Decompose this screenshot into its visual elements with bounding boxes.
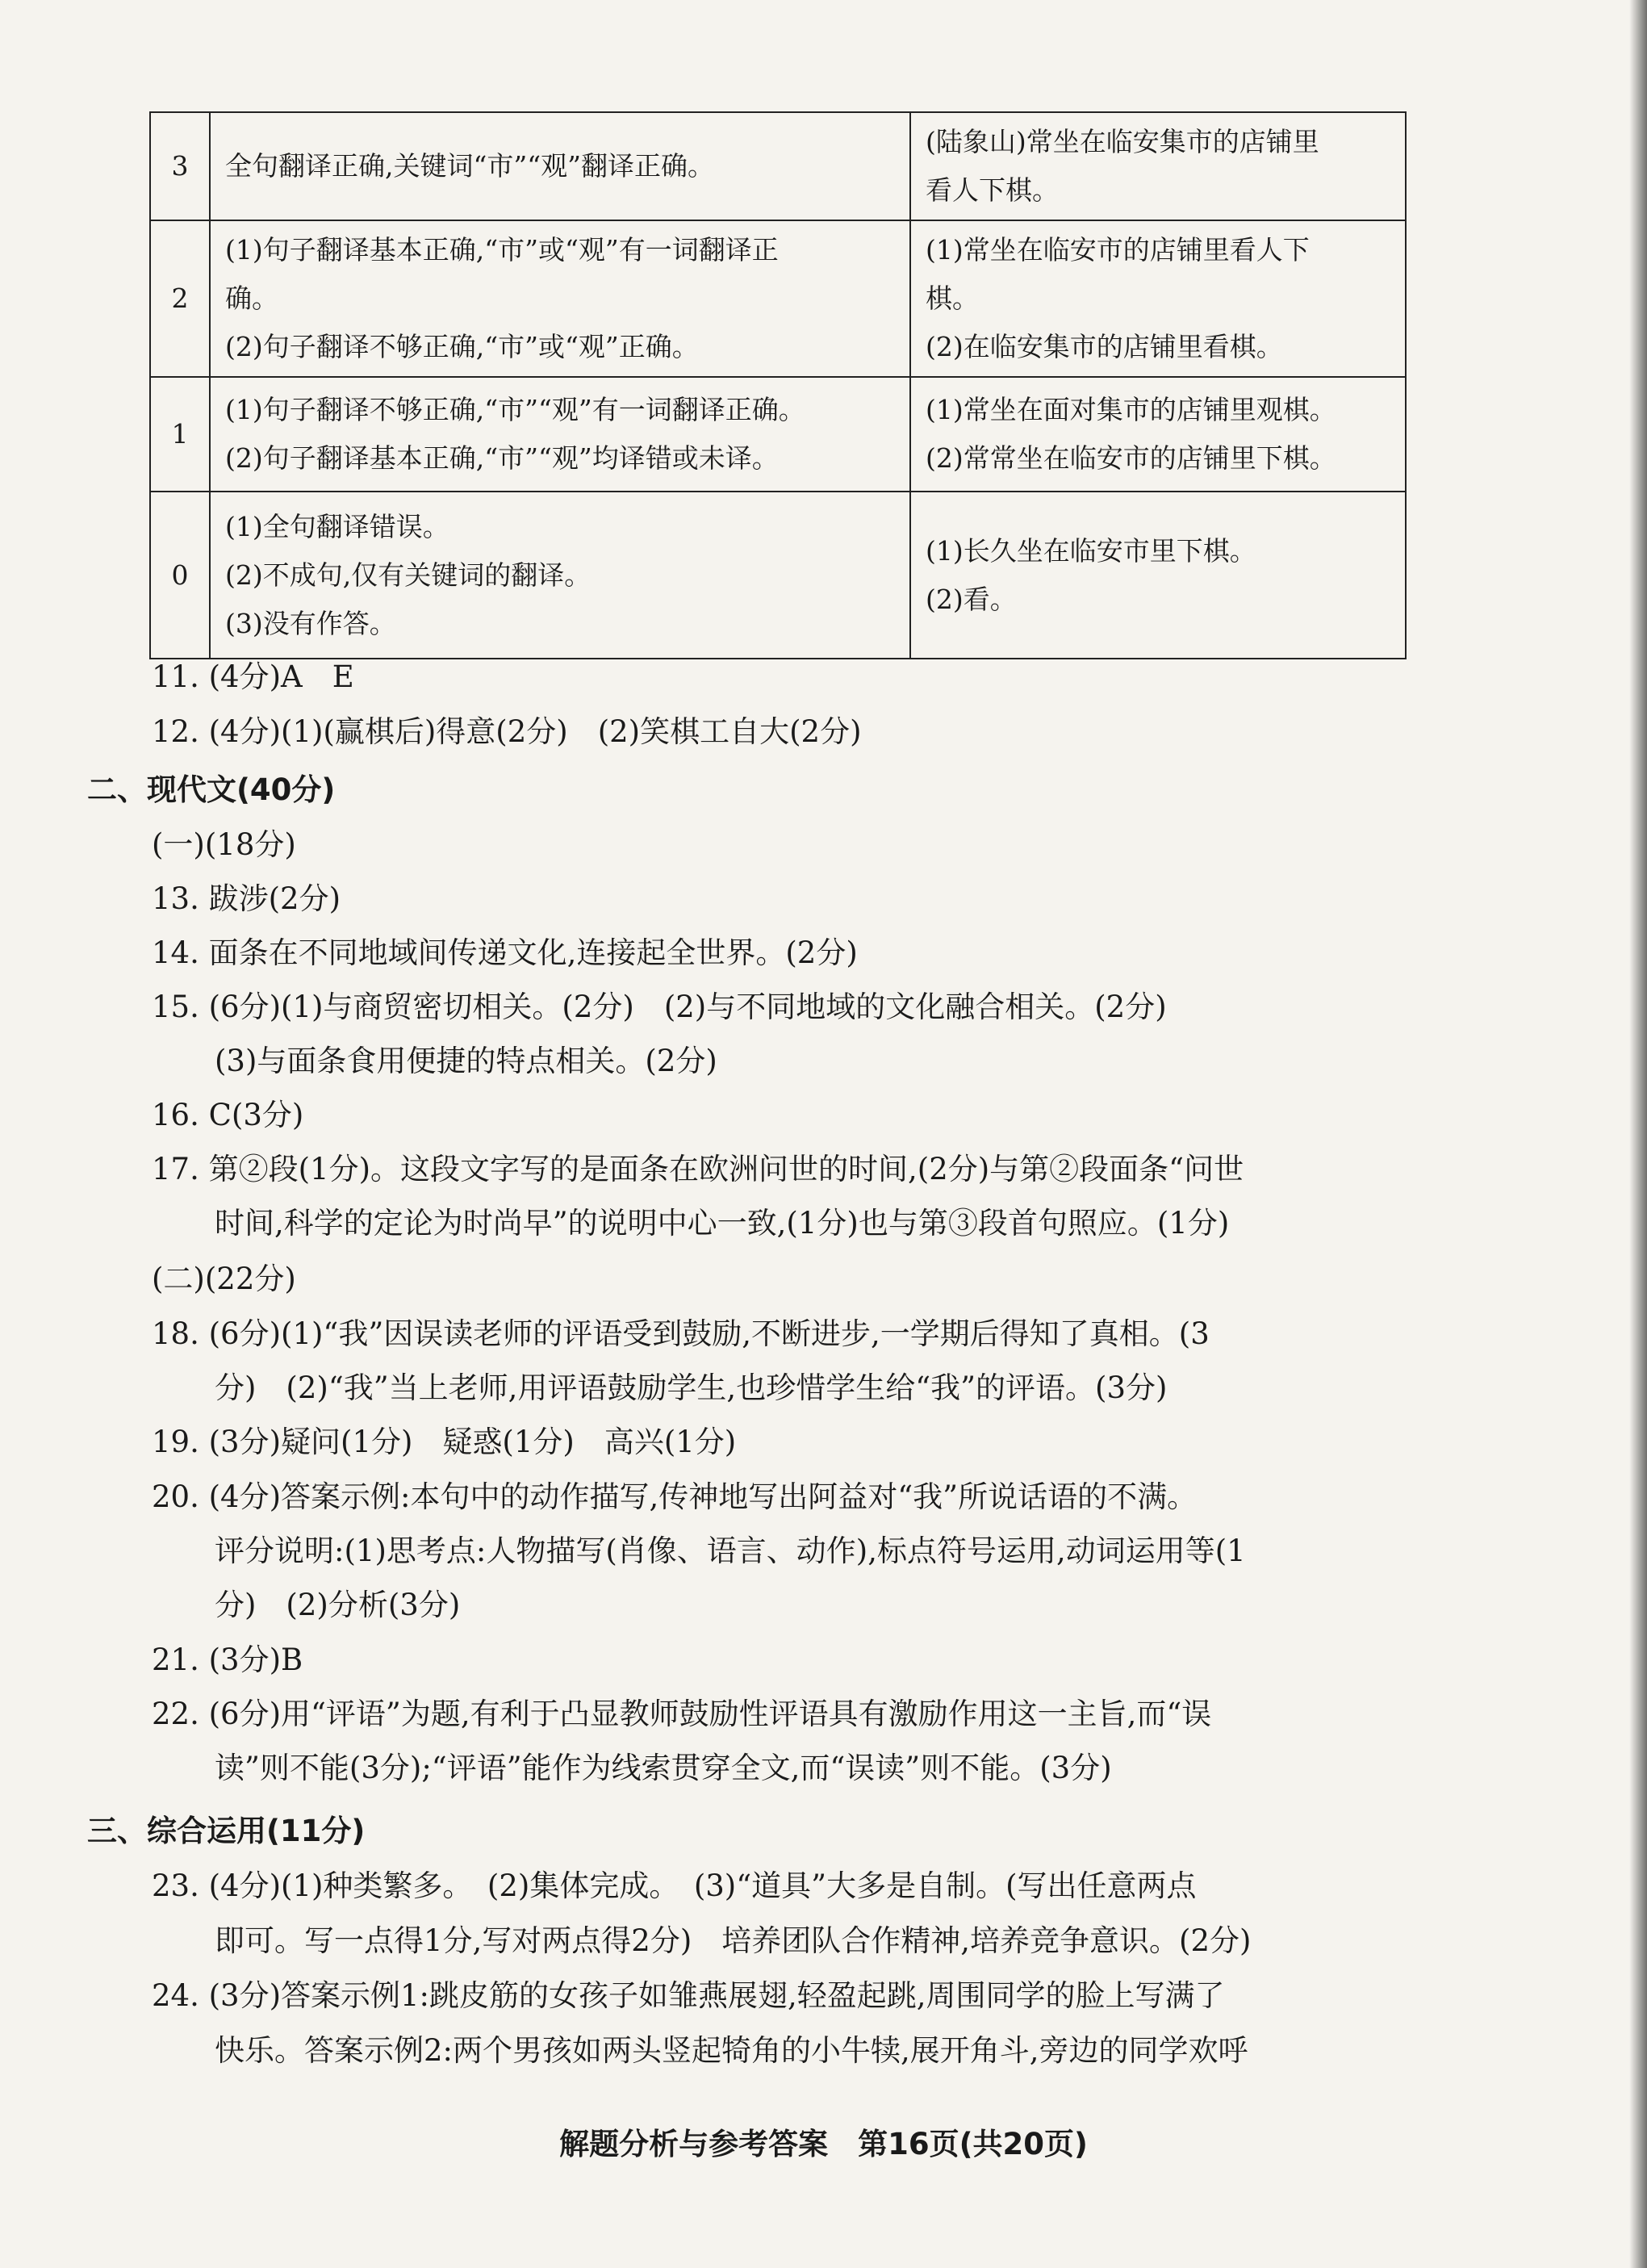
example-line: (1)常坐在临安市的店铺里看人下 — [926, 234, 1310, 266]
answer-line: 分) (2)“我”当上老师,用评语鼓励学生,也珍惜学生给“我”的评语。(3分) — [215, 1370, 1168, 1405]
answer-line: 20. (4分)答案示例:本句中的动作描写,传神地写出阿益对“我”所说话语的不满。 — [152, 1479, 1198, 1514]
section-heading: 二、现代文(40分) — [87, 772, 336, 807]
answer-line: 读”则不能(3分);“评语”能作为线索贯穿全文,而“误读”则不能。(3分) — [215, 1751, 1112, 1785]
answer-line: 16. C(3分) — [152, 1098, 304, 1132]
criteria-line: (2)句子翻译基本正确,“市”“观”均译错或未译。 — [225, 442, 779, 474]
scan-edge-shadow — [1629, 0, 1647, 2268]
answer-line: 18. (6分)(1)“我”因误读老师的评语受到鼓励,不断进步,一学期后得知了真相。(3 — [152, 1316, 1210, 1351]
answer-line: 12. (4分)(1)(赢棋后)得意(2分) (2)笑棋工自大(2分) — [152, 714, 862, 749]
example-line: (陆象山)常坐在临安集市的店铺里 — [926, 126, 1319, 157]
answer-line: (3)与面条食用便捷的特点相关。(2分) — [215, 1044, 717, 1078]
answer-line: 评分说明:(1)思考点:人物描写(肖像、语言、动作),标点符号运用,动词运用等(1 — [215, 1534, 1246, 1568]
example-line: 看人下棋。 — [926, 174, 1059, 206]
answer-line: 快乐。答案示例2:两个男孩如两头竖起犄角的小牛犊,展开角斗,旁边的同学欢呼 — [215, 2033, 1248, 2068]
example-cell — [910, 112, 1406, 220]
answer-line: 分) (2)分析(3分) — [215, 1588, 461, 1622]
answer-line: 时间,科学的定论为时尚早”的说明中心一致,(1分)也与第③段首句照应。(1分) — [215, 1206, 1230, 1241]
table-row — [150, 492, 1406, 659]
score-cell: 0 — [150, 492, 210, 659]
answer-line: 11. (4分)A E — [152, 659, 354, 694]
example-cell — [910, 492, 1406, 659]
criteria-cell — [210, 220, 910, 377]
criteria-cell — [210, 492, 910, 659]
criteria-line: 确。 — [225, 282, 278, 314]
criteria-line: (1)句子翻译不够正确,“市”“观”有一词翻译正确。 — [225, 394, 805, 425]
criteria-cell — [210, 377, 910, 492]
answer-line: 即可。写一点得1分,写对两点得2分) 培养团队合作精神,培养竞争意识。(2分) — [215, 1923, 1252, 1958]
criteria-line: (2)句子翻译不够正确,“市”或“观”正确。 — [225, 331, 699, 362]
score-cell: 3 — [150, 112, 210, 220]
answer-line: 14. 面条在不同地域间传递文化,连接起全世界。(2分) — [152, 935, 858, 970]
criteria-cell — [210, 112, 910, 220]
section-heading: 三、综合运用(11分) — [87, 1814, 366, 1848]
example-line: (1)常坐在面对集市的店铺里观棋。 — [926, 394, 1336, 425]
answer-line: 19. (3分)疑问(1分) 疑惑(1分) 高兴(1分) — [152, 1425, 737, 1459]
answer-line: 13. 跋涉(2分) — [152, 881, 341, 916]
answer-line: 17. 第②段(1分)。这段文字写的是面条在欧洲问世的时间,(2分)与第②段面条“问世 — [152, 1152, 1244, 1186]
example-line: (2)在临安集市的店铺里看棋。 — [926, 331, 1283, 362]
scoring-table — [149, 111, 1407, 659]
answer-line: 24. (3分)答案示例1:跳皮筋的女孩子如雏燕展翅,轻盈起跳,周围同学的脸上写满了 — [152, 1978, 1225, 2013]
criteria-line: 全句翻译正确,关键词“市”“观”翻译正确。 — [225, 150, 714, 182]
example-line: (1)长久坐在临安市里下棋。 — [926, 534, 1256, 567]
table-row — [150, 220, 1406, 377]
criteria-line: (2)不成句,仅有关键词的翻译。 — [225, 559, 591, 591]
criteria-line: (1)全句翻译错误。 — [225, 510, 449, 542]
score-cell: 2 — [150, 220, 210, 377]
answer-line: 21. (3分)B — [152, 1642, 303, 1677]
score-cell: 1 — [150, 377, 210, 492]
page-footer: 解题分析与参考答案 第16页(共20页) — [559, 2127, 1088, 2161]
criteria-line: (1)句子翻译基本正确,“市”或“观”有一词翻译正 — [225, 234, 779, 266]
example-line: (2)常常坐在临安市的店铺里下棋。 — [926, 442, 1336, 474]
criteria-line: (3)没有作答。 — [225, 607, 396, 639]
example-line: (2)看。 — [926, 583, 1017, 615]
answer-line: 15. (6分)(1)与商贸密切相关。(2分) (2)与不同地域的文化融合相关。(2分) — [152, 990, 1167, 1024]
example-cell — [910, 377, 1406, 492]
table-row — [150, 377, 1406, 492]
answer-line: (二)(22分) — [152, 1262, 296, 1296]
example-cell — [910, 220, 1406, 377]
answer-line: 23. (4分)(1)种类繁多。 (2)集体完成。 (3)“道具”大多是自制。(写出任意两点 — [152, 1868, 1197, 1903]
example-line: 棋。 — [926, 282, 979, 314]
table-row — [150, 112, 1406, 220]
answer-line: 22. (6分)用“评语”为题,有利于凸显教师鼓励性评语具有激励作用这一主旨,而“误 — [152, 1697, 1212, 1731]
answer-line: (一)(18分) — [152, 827, 296, 862]
